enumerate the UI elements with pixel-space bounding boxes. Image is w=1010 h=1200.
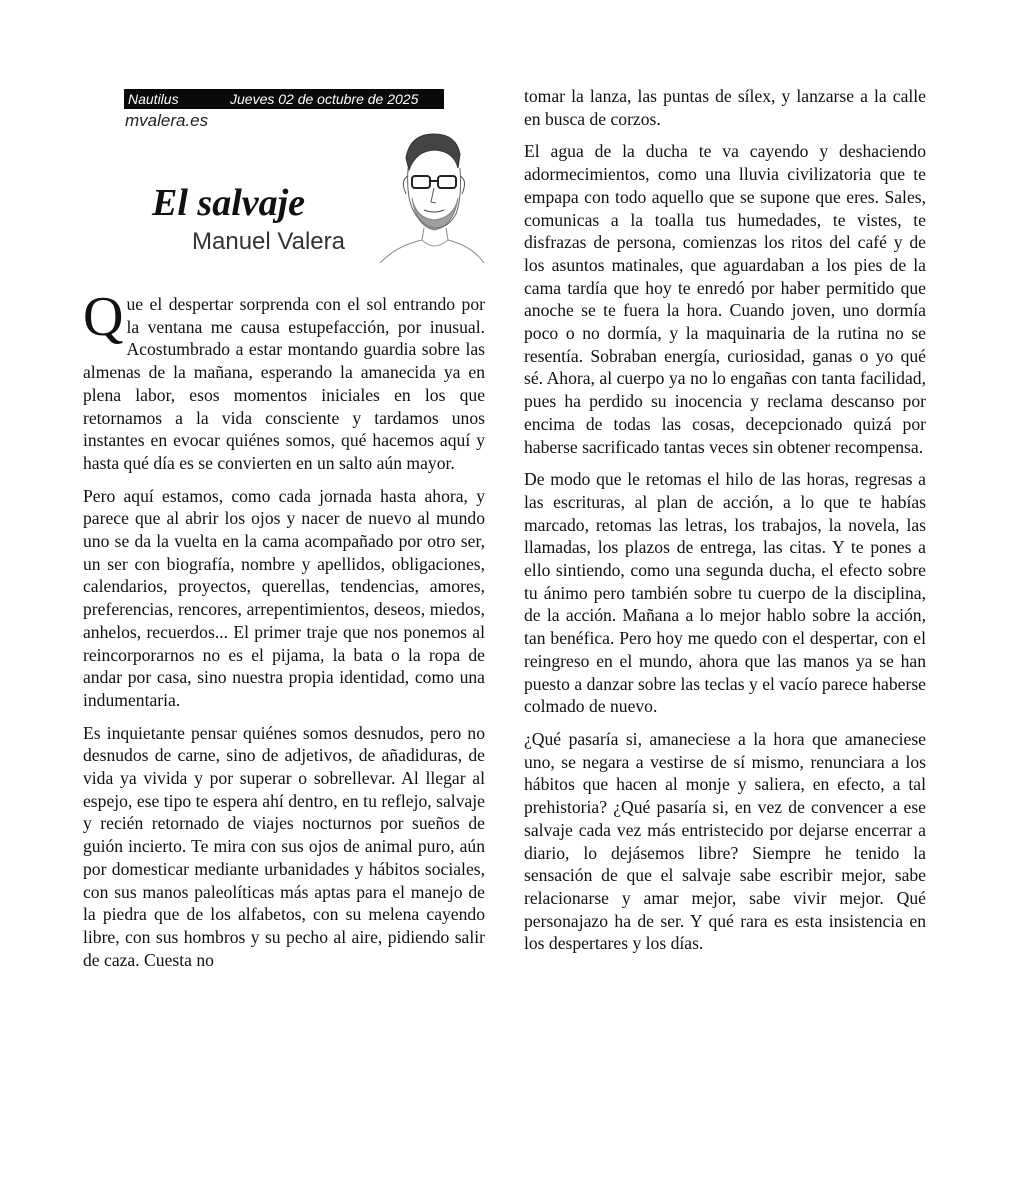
paragraph: tomar la lanza, las puntas de sílex, y lanzarse a la calle en busca de corzos. — [524, 86, 926, 129]
paragraph — [83, 286, 485, 475]
publication-date: Jueves 02 de octubre de 2025 — [230, 91, 419, 107]
site-name: mvalera.es — [125, 111, 209, 130]
publication-name: Nautilus — [128, 91, 179, 107]
article-column-right — [524, 85, 926, 965]
paragraph: Es inquietante pensar quiénes somos desnudos, pero no desnudos de carne, sino de adjetivos, de añadiduras, de vida ya vivida y por superar o sobrellevar. Al llegar al espejo, ese tipo te espera ahí dentro, en tu reflejo, salvaje y recién retornado de viajes nocturnos por sueños de guión incierto. Te mira con sus ojos de animal puro, aún por domesticar mediante urbanidades y hábitos sociales, con sus manos paleolíticas más aptas para el manejo de la piedra que de los alfabetos, con su melena cayendo libre, con sus hombros y su pecho al aire, pidiendo salir de caza. Cuesta no — [83, 722, 485, 970]
author-portrait — [376, 128, 486, 263]
article-title: El salvaje — [152, 182, 306, 224]
masthead-bar — [124, 89, 444, 109]
paragraph: El agua de la ducha te va cayendo y deshaciendo adormecimientos, como una lluvia civilizatoria que te empapa con todo aquello que se supone que eres. Sales, comunicas a la toalla tus humedades, te vistes, te disfrazas de persona, comienzas los ritos del café y de los asuntos matinales, que aguardaban a los pies de la cama tardía que hoy te enredó por haber permitido que anoche se te fuera la hora. Cuando joven, uno dormía poco o no dormía, y la maquinaria de la rutina no se resentía. Sobraban energía, curiosidad, ganas o yo qué sé. Ahora, al cuerpo ya no lo engañas con tanta facilidad, pues ha perdido su inocencia y reclama descanso por encima de todas las cosas, decepcionado quizá por haberse sacrificado tantas veces sin obtener recompensa. — [524, 141, 926, 457]
article-column-left — [83, 286, 485, 981]
paragraph: De modo que le retomas el hilo de las horas, regresas a las escrituras, al plan de acción, a lo que te habías marcado, retomas las letras, los trabajos, la novela, las llamadas, los plazos de entrega, las citas. Y te pones a ello sintiendo, como una segunda ducha, el efecto sobre tu ánimo pero también sobre tu cuerpo de la disciplina, de la acción. Mañana a lo mejor hablo sobre la acción, tan benéfica. Pero hoy me quedo con el despertar, con el reingreso en el mundo, ahora que las manos ya se han puesto a danzar sobre las teclas y el vacío parece haberse colmado de nuevo. — [524, 469, 926, 717]
paragraph: ¿Qué pasaría si, amaneciese a la hora que amaneciese uno, se negara a vestirse de sí mismo, renunciara a los hábitos que hacen al monje y saliera, en efecto, a tal prehistoria? ¿Qué pasaría si, en vez de convencer a ese salvaje cada vez más entristecido por dejarse encerrar a diario, lo dejásemos libre? Siempre he tenido la sensación de que el salvaje sabe escribir mejor, sabe relacionarse y amar mejor, sabe vivir mejor. Qué personajazo ha de ser. Y qué rara es esta insistencia en los despertares y los días. — [524, 728, 926, 954]
paragraph-text: ue el despertar sorprenda con el sol entrando por la ventana me causa estupefacción, por inusual. Acostumbrado a estar montando guardia sobre las almenas de la mañana, esperando la amanecida ya en plena labor, esos momentos iniciales en los que retornamos a la vida consciente y tardamos unos instantes en evocar quiénes somos, qué hacemos aquí y hasta qué día es se convierten en un salto aún mayor. — [83, 294, 485, 473]
article-author: Manuel Valera — [192, 228, 345, 255]
drop-cap: Q — [83, 286, 124, 348]
paragraph: Pero aquí estamos, como cada jornada hasta ahora, y parece que al abrir los ojos y nacer de nuevo al mundo uno se da la vuelta en la cama acompañado por otro ser, un ser con biografía, nombre y apellidos, obligaciones, calendarios, proyectos, querellas, tendencias, amores, preferencias, rencores, arrepentimientos, deseos, miedos, anhelos, recuerdos... El primer traje que nos ponemos al reincorporarnos no es el pijama, la bata o la ropa de andar por casa, sino nuestra propia identidad, como una indumentaria. — [83, 485, 485, 710]
